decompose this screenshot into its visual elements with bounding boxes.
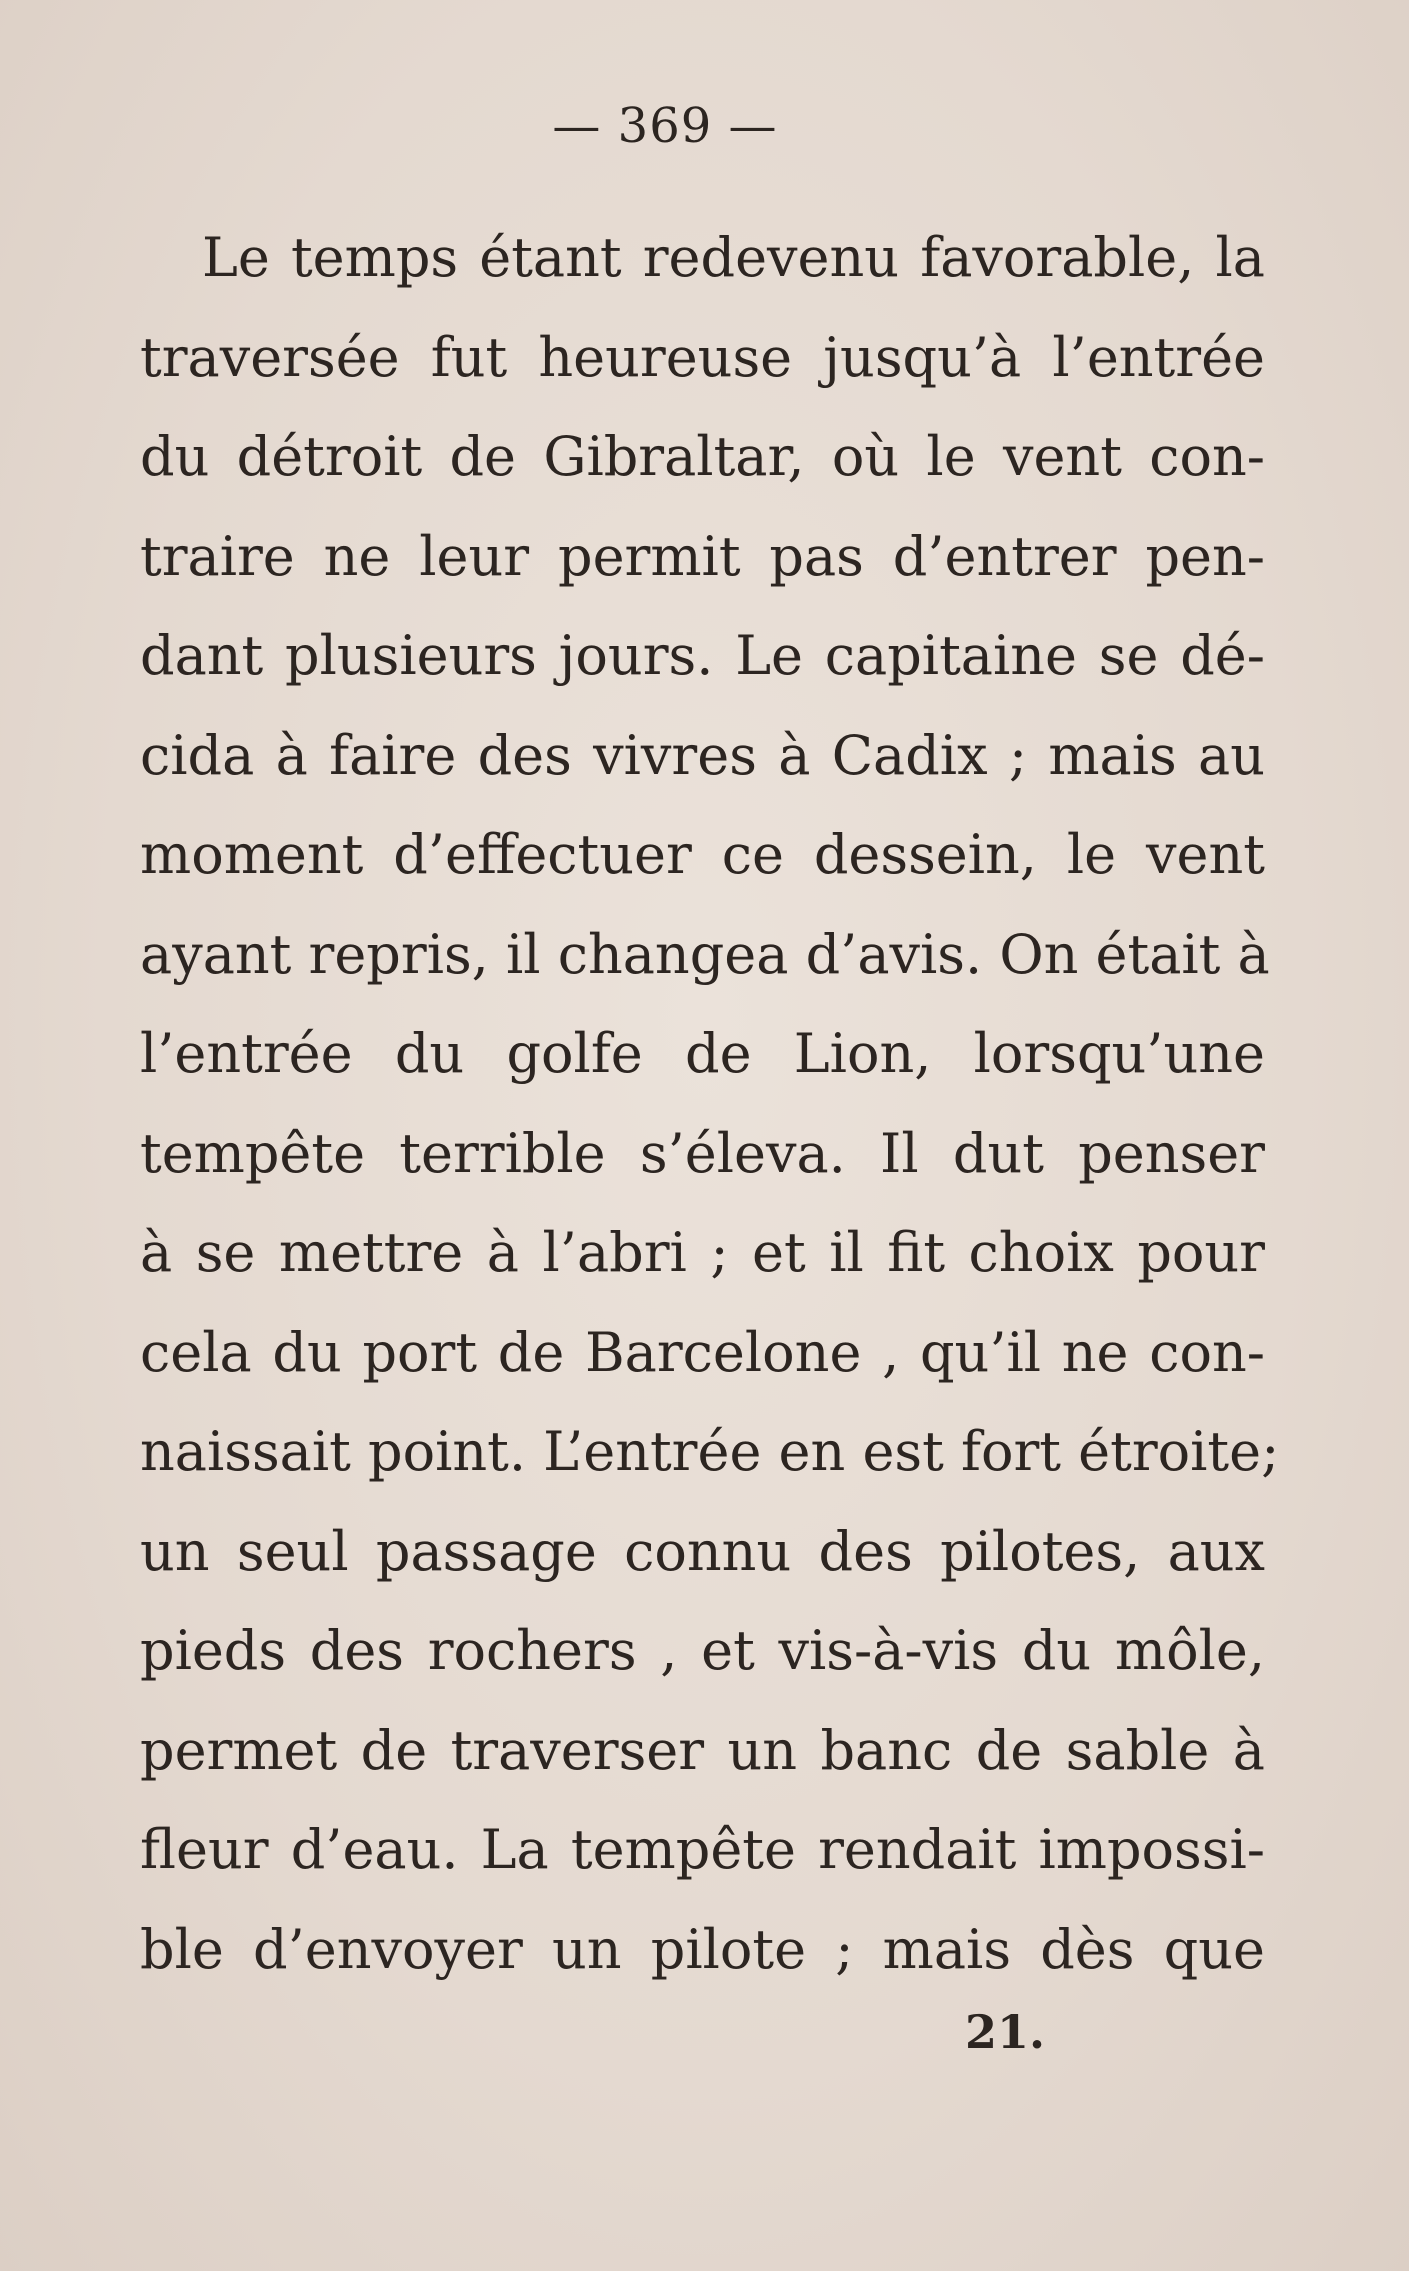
text-line: moment d’effectuer ce dessein, le vent [140,823,1265,886]
text-line: fleur d’eau. La tempête rendait impossi- [140,1818,1265,1881]
text-line: ayant repris, il changea d’avis. On était à [140,922,1270,986]
text-line: Le temps étant redevenu favorable, la [202,226,1265,289]
text-line: naissait point. L’entrée en est fort étroite; [140,1420,1280,1483]
text-line: à se mettre à l’abri ; et il fit choix pour [140,1221,1265,1284]
body-text [140,222,1280,2013]
signature-mark: 21. [965,2005,1046,2059]
text-line: traire ne leur permit pas d’entrer pen- [140,524,1265,588]
text-line: traversée fut heureuse jusqu’à l’entrée [140,325,1265,389]
text-line: l’entrée du golfe de Lion, lorsqu’une [140,1022,1265,1085]
text-line: dant plusieurs jours. Le capitaine se dé- [140,624,1265,687]
text-line: du détroit de Gibraltar, où le vent con- [140,425,1265,488]
text-line: cida à faire des vivres à Cadix ; mais au [140,723,1265,787]
text-line: ble d’envoyer un pilote ; mais dès que [140,1917,1265,1981]
text-line: pieds des rochers , et vis-à-vis du môle, [140,1619,1265,1682]
text-line: cela du port de Barcelone , qu’il ne con- [140,1320,1265,1384]
text-line: un seul passage connu des pilotes, aux [140,1519,1265,1583]
page-number: — 369 — [552,98,778,154]
text-line: tempête terrible s’éleva. Il dut penser [140,1121,1265,1185]
text-line: permet de traverser un banc de sable à [140,1718,1265,1782]
